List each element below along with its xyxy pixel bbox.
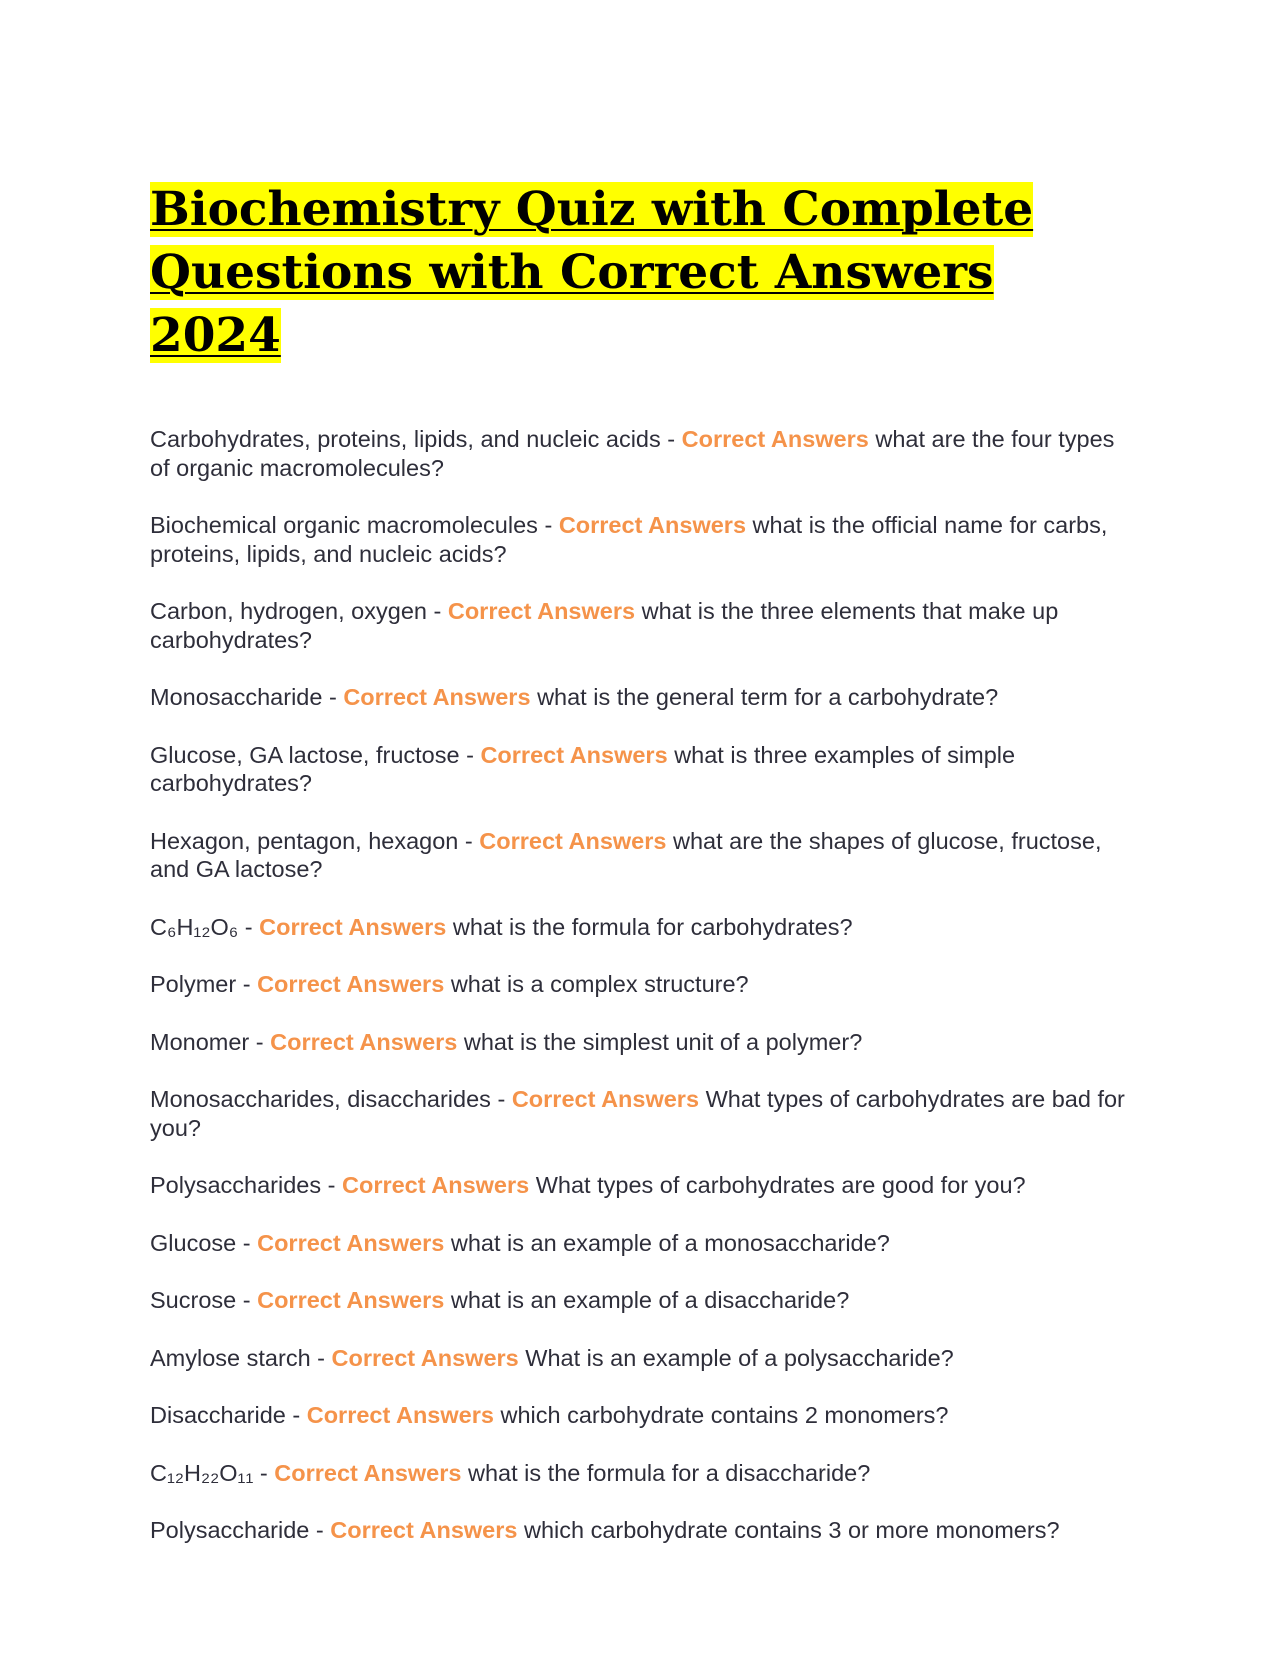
qa-item xyxy=(150,597,1140,654)
qa-term: Biochemical organic macromolecules xyxy=(150,512,538,538)
qa-list xyxy=(150,425,1140,1545)
qa-question: What is an example of a polysaccharide? xyxy=(525,1344,954,1371)
qa-item xyxy=(150,1028,1140,1057)
qa-term: Polysaccharide xyxy=(150,1517,310,1543)
qa-item xyxy=(150,970,1140,999)
correct-answers-label: Correct Answers xyxy=(447,598,636,624)
qa-separator: - xyxy=(236,971,258,997)
qa-question: which carbohydrate contains 3 or more monomers? xyxy=(523,1517,1060,1543)
qa-question: what is the simplest unit of a polymer? xyxy=(463,1028,863,1055)
qa-question: What types of carbohydrates are bad for you? xyxy=(150,1086,1125,1141)
qa-question: What types of carbohydrates are good for you? xyxy=(535,1172,1026,1198)
document-title-text: Biochemistry Quiz with Complete Questions with Correct Answers 2024 xyxy=(150,182,1034,363)
qa-separator: - xyxy=(537,512,559,538)
correct-answers-label: Correct Answers xyxy=(479,827,667,854)
qa-question: which carbohydrate contains 2 monomers? xyxy=(500,1402,949,1428)
qa-term: Monosaccharides, disaccharides xyxy=(150,1086,491,1112)
correct-answers-label: Correct Answers xyxy=(257,971,445,997)
qa-item xyxy=(150,1286,1140,1315)
qa-term: Sucrose xyxy=(150,1287,237,1313)
correct-answers-label: Correct Answers xyxy=(259,913,447,940)
qa-question: what is the three elements that make up carbohydrates? xyxy=(150,598,1059,653)
qa-separator: - xyxy=(321,1172,342,1198)
qa-term: Carbohydrates, proteins, lipids, and nucleic acids xyxy=(150,426,661,452)
qa-item xyxy=(150,1459,1140,1488)
qa-term: Monosaccharide xyxy=(150,684,323,710)
qa-item xyxy=(150,913,1140,942)
qa-item xyxy=(150,741,1140,798)
qa-item xyxy=(150,1344,1140,1373)
correct-answers-label: Correct Answers xyxy=(270,1028,458,1055)
qa-item xyxy=(150,1401,1140,1430)
qa-term: Polysaccharides xyxy=(150,1172,322,1198)
qa-term: Carbon, hydrogen, oxygen xyxy=(150,598,427,624)
correct-answers-label: Correct Answers xyxy=(274,1459,462,1486)
qa-separator: - xyxy=(426,598,448,624)
qa-question: what are the shapes of glucose, fructose, and GA lactose? xyxy=(150,827,1102,882)
qa-question: what are the four types of organic macromolecules? xyxy=(150,426,1115,481)
qa-item xyxy=(150,425,1140,482)
qa-item xyxy=(150,1229,1140,1258)
qa-item xyxy=(150,1516,1140,1545)
qa-separator: - xyxy=(322,684,344,710)
document-page xyxy=(150,178,1140,1574)
qa-term: Polymer xyxy=(150,971,237,997)
qa-term: Glucose xyxy=(150,1229,237,1256)
qa-question: what is three examples of simple carbohydrates? xyxy=(150,741,1016,796)
qa-term: Disaccharide xyxy=(150,1402,286,1428)
qa-item xyxy=(150,1085,1140,1142)
correct-answers-label: Correct Answers xyxy=(257,1287,445,1313)
correct-answers-label: Correct Answers xyxy=(511,1086,700,1112)
qa-separator: - xyxy=(309,1517,331,1543)
qa-separator: - xyxy=(459,741,481,768)
qa-separator: - xyxy=(458,827,480,854)
correct-answers-label: Correct Answers xyxy=(306,1402,494,1428)
qa-separator: - xyxy=(236,1229,258,1256)
qa-question: what is an example of a disaccharide? xyxy=(450,1287,850,1313)
qa-question: what is a complex structure? xyxy=(450,971,749,997)
qa-term: C₆H₁₂O₆ xyxy=(150,913,239,940)
qa-question: what is the formula for a disaccharide? xyxy=(468,1459,871,1486)
correct-answers-label: Correct Answers xyxy=(558,512,747,538)
correct-answers-label: Correct Answers xyxy=(257,1229,445,1256)
correct-answers-label: Correct Answers xyxy=(343,684,531,710)
qa-question: what is an example of a monosaccharide? xyxy=(450,1229,890,1256)
correct-answers-label: Correct Answers xyxy=(330,1517,518,1543)
qa-term: Glucose, GA lactose, fructose xyxy=(150,741,460,768)
qa-question: what is the general term for a carbohydrate? xyxy=(537,684,999,710)
qa-term: Amylose starch xyxy=(150,1344,311,1371)
qa-term: C₁₂H₂₂O₁₁ xyxy=(150,1459,254,1486)
qa-term: Hexagon, pentagon, hexagon xyxy=(150,827,459,854)
qa-item xyxy=(150,827,1140,884)
qa-separator: - xyxy=(238,913,260,940)
qa-separator: - xyxy=(253,1459,275,1486)
document-title xyxy=(150,178,1140,367)
correct-answers-label: Correct Answers xyxy=(342,1172,530,1198)
qa-item xyxy=(150,683,1140,712)
qa-separator: - xyxy=(310,1344,332,1371)
qa-separator: - xyxy=(490,1086,512,1112)
qa-separator: - xyxy=(249,1028,271,1055)
qa-separator: - xyxy=(285,1402,307,1428)
qa-item xyxy=(150,511,1140,568)
correct-answers-label: Correct Answers xyxy=(480,741,668,768)
qa-question: what is the formula for carbohydrates? xyxy=(452,913,853,940)
correct-answers-label: Correct Answers xyxy=(681,426,869,452)
qa-separator: - xyxy=(660,426,682,452)
qa-question: what is the official name for carbs, proteins, lipids, and nucleic acids? xyxy=(150,512,1108,567)
correct-answers-label: Correct Answers xyxy=(331,1344,519,1371)
qa-term: Monomer xyxy=(150,1028,250,1055)
qa-separator: - xyxy=(236,1287,258,1313)
qa-item xyxy=(150,1171,1140,1200)
